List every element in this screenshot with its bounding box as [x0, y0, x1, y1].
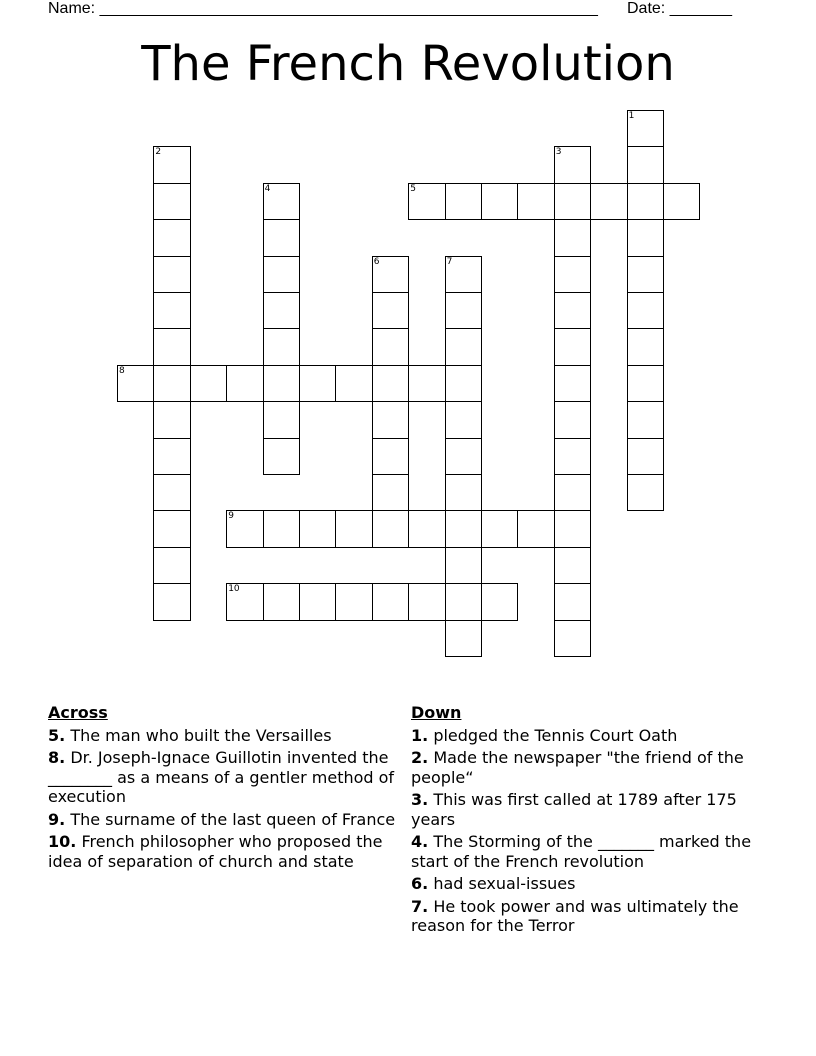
crossword-cell[interactable]: [335, 583, 372, 620]
crossword-cell[interactable]: [263, 510, 300, 547]
crossword-cell[interactable]: [554, 474, 591, 511]
clue-text: The surname of the last queen of France: [70, 809, 396, 829]
crossword-cell[interactable]: [554, 401, 591, 438]
crossword-cell[interactable]: [554, 256, 591, 293]
crossword-cell[interactable]: [445, 183, 482, 220]
crossword-cell[interactable]: [517, 510, 554, 547]
across-heading: Across: [48, 703, 108, 722]
crossword-cell[interactable]: [153, 292, 190, 329]
down-clue: [411, 874, 761, 894]
crossword-cell[interactable]: [445, 474, 482, 511]
crossword-cell[interactable]: [153, 146, 190, 183]
down-clue: [411, 748, 761, 787]
crossword-cell[interactable]: [445, 547, 482, 584]
crossword-cell[interactable]: [153, 219, 190, 256]
crossword-cell[interactable]: [153, 583, 190, 620]
crossword-cell[interactable]: [554, 438, 591, 475]
down-clue: [411, 790, 761, 829]
clue-number: 10.: [48, 832, 77, 851]
crossword-cell[interactable]: [263, 328, 300, 365]
crossword-cell[interactable]: [627, 292, 664, 329]
crossword-cell[interactable]: [299, 583, 336, 620]
clue-text: had sexual-issues: [433, 874, 576, 893]
crossword-cell[interactable]: [627, 365, 664, 402]
crossword-cell[interactable]: [445, 292, 482, 329]
crossword-cell[interactable]: [299, 510, 336, 547]
clue-text: Dr. Joseph-Ignace Guillotin invented the ________ as a means of a gentler method of execution: [48, 748, 395, 806]
clue-number-label: 9: [228, 511, 234, 522]
crossword-cell[interactable]: [481, 583, 518, 620]
across-clue: [48, 810, 398, 830]
clue-number-label: 4: [264, 183, 271, 194]
clue-number-label: 6: [373, 256, 380, 267]
crossword-cell[interactable]: [153, 183, 190, 220]
crossword-cell[interactable]: [627, 219, 664, 256]
clue-number: 1.: [411, 725, 429, 745]
crossword-cell[interactable]: [408, 510, 445, 547]
crossword-cell[interactable]: [445, 365, 482, 402]
clue-text: The man who built the Versailles: [70, 725, 332, 745]
clue-number-label: 10: [228, 584, 240, 595]
crossword-cell[interactable]: [372, 510, 409, 547]
crossword-cell[interactable]: [263, 365, 300, 402]
down-clues: [411, 703, 761, 939]
clue-number-label: 2: [155, 147, 162, 158]
crossword-cell[interactable]: [663, 183, 700, 220]
crossword-cell[interactable]: [226, 583, 263, 620]
clue-text: French philosopher who proposed the idea of separation of church and state: [48, 832, 383, 871]
across-clue: [48, 748, 398, 807]
crossword-cell[interactable]: [372, 365, 409, 402]
clue-text: This was first called at 1789 after 175 years: [411, 790, 737, 829]
crossword-cell[interactable]: [554, 219, 591, 256]
crossword-cell[interactable]: [372, 438, 409, 475]
clue-number: 4.: [411, 832, 429, 851]
clue-number-label: 3: [555, 147, 562, 158]
across-clue: [48, 726, 398, 746]
clue-number-label: 7: [446, 256, 453, 267]
crossword-cell[interactable]: [517, 183, 554, 220]
clue-number-label: 8: [119, 365, 125, 376]
crossword-cell[interactable]: [554, 292, 591, 329]
down-clue: [411, 726, 761, 746]
crossword-cell[interactable]: [590, 183, 627, 220]
page-title: The French Revolution: [141, 36, 675, 92]
clue-text: pledged the Tennis Court Oath: [433, 725, 678, 745]
crossword-cell[interactable]: [226, 510, 263, 547]
crossword-cell[interactable]: [263, 438, 300, 475]
clue-number: 5.: [48, 725, 66, 745]
down-heading: Down: [411, 703, 462, 722]
crossword-cell[interactable]: [445, 620, 482, 657]
clue-text: Made the newspaper "the friend of the people“: [411, 748, 744, 787]
clue-text: He took power and was ultimately the reason for the Terror: [411, 896, 739, 935]
crossword-cell[interactable]: [627, 256, 664, 293]
crossword-cell[interactable]: [627, 401, 664, 438]
crossword-cell[interactable]: [445, 401, 482, 438]
clue-number: 6.: [411, 874, 429, 893]
crossword-cell[interactable]: [445, 583, 482, 620]
crossword-cell[interactable]: [627, 328, 664, 365]
clue-text: The Storming of the _______ marked the start of the French revolution: [411, 832, 752, 871]
clue-number-label: 1: [628, 111, 635, 121]
crossword-cell[interactable]: [408, 183, 445, 220]
crossword-cell[interactable]: [554, 583, 591, 620]
crossword-cell[interactable]: [153, 438, 190, 475]
crossword-cell[interactable]: [627, 146, 664, 183]
crossword-cell[interactable]: [372, 328, 409, 365]
crossword-cell[interactable]: [627, 110, 664, 147]
crossword-cell[interactable]: [153, 328, 190, 365]
crossword-cell[interactable]: [153, 256, 190, 293]
crossword-cell[interactable]: [408, 583, 445, 620]
crossword-cell[interactable]: [263, 256, 300, 293]
crossword-cell[interactable]: [263, 292, 300, 329]
down-clue: [411, 832, 761, 871]
crossword-cell[interactable]: [554, 365, 591, 402]
crossword-cell[interactable]: [153, 547, 190, 584]
crossword-cell[interactable]: [408, 365, 445, 402]
crossword-cell[interactable]: [372, 292, 409, 329]
across-clues: [48, 703, 398, 874]
crossword-cell[interactable]: [263, 219, 300, 256]
crossword-cell[interactable]: [554, 183, 591, 220]
crossword-cell[interactable]: [372, 474, 409, 511]
down-clue: [411, 897, 761, 936]
crossword-cell[interactable]: [445, 328, 482, 365]
crossword-cell[interactable]: [627, 474, 664, 511]
across-clue: [48, 832, 398, 871]
crossword-cell[interactable]: [481, 183, 518, 220]
clue-number: 3.: [411, 790, 429, 809]
crossword-cell[interactable]: [153, 365, 190, 402]
clue-number: 2.: [411, 748, 429, 767]
crossword-cell[interactable]: [335, 510, 372, 547]
crossword-cell[interactable]: [554, 620, 591, 657]
crossword-cell[interactable]: [554, 547, 591, 584]
crossword-cell[interactable]: [445, 256, 482, 293]
crossword-cell[interactable]: [335, 365, 372, 402]
crossword-cell[interactable]: [153, 474, 190, 511]
crossword-cell[interactable]: [372, 256, 409, 293]
clue-number: 9.: [48, 809, 66, 829]
crossword-cell[interactable]: [481, 510, 518, 547]
crossword-cell[interactable]: [153, 401, 190, 438]
crossword-cell[interactable]: [627, 183, 664, 220]
crossword-cell[interactable]: [372, 401, 409, 438]
crossword-cell[interactable]: [153, 510, 190, 547]
crossword-cell[interactable]: [263, 401, 300, 438]
crossword-cell[interactable]: [554, 328, 591, 365]
crossword-cell[interactable]: [445, 438, 482, 475]
clue-number: 8.: [48, 748, 66, 767]
crossword-cell[interactable]: [117, 365, 154, 402]
crossword-cell[interactable]: [445, 510, 482, 547]
crossword-cell[interactable]: [190, 365, 227, 402]
crossword-cell[interactable]: [299, 365, 336, 402]
crossword-cell[interactable]: [263, 183, 300, 220]
clue-number-label: 5: [410, 183, 416, 194]
crossword-cell[interactable]: [226, 365, 263, 402]
crossword-cell[interactable]: [627, 438, 664, 475]
name-field-line[interactable]: Name: ________________________________________________________: [48, 0, 598, 17]
crossword-cell[interactable]: [554, 510, 591, 547]
date-field-line[interactable]: Date: _______: [627, 0, 732, 17]
crossword-cell[interactable]: [554, 146, 591, 183]
clue-number: 7.: [411, 896, 429, 916]
crossword-cell[interactable]: [263, 583, 300, 620]
crossword-cell[interactable]: [372, 583, 409, 620]
